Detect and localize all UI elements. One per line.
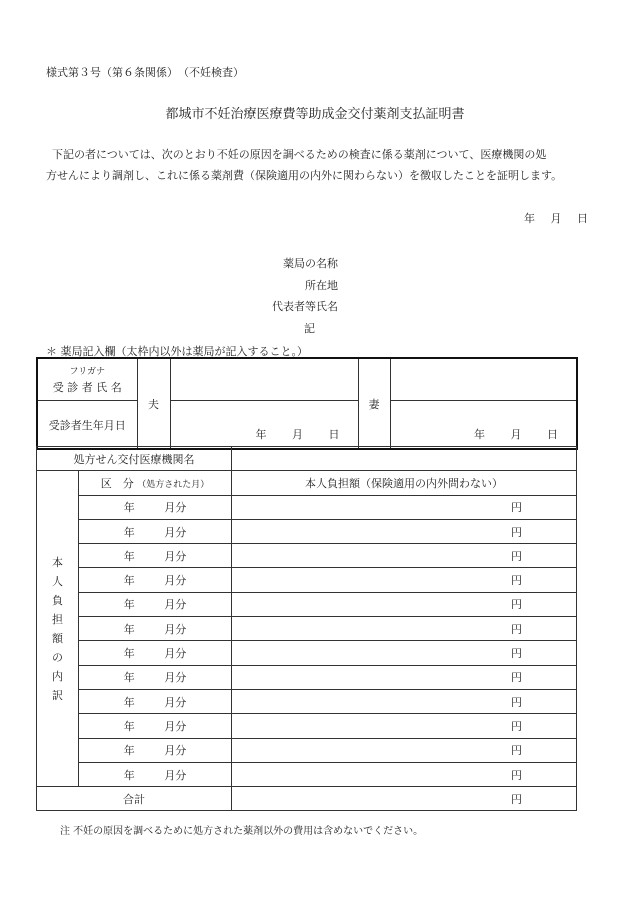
amount-cell[interactable]: 円 [232, 641, 577, 665]
table-row [37, 714, 577, 738]
month-cell[interactable]: 年 月分 [79, 544, 232, 568]
pharmacy-name-label: 薬局の名称 [283, 257, 338, 270]
month-cell[interactable]: 年 月分 [79, 738, 232, 762]
month-cell[interactable]: 年 月分 [79, 568, 232, 592]
month-cell[interactable]: 年 月分 [79, 714, 232, 738]
kubun-header [79, 471, 232, 495]
amount-cell[interactable]: 円 [232, 544, 577, 568]
breakdown-char: 人 [52, 574, 63, 588]
patient-dob-label: 受診者生年月日 [37, 401, 137, 450]
amount-cell[interactable]: 円 [232, 495, 577, 519]
husband-name-field[interactable] [170, 358, 358, 401]
amount-cell[interactable]: 円 [232, 592, 577, 616]
table-row [37, 592, 577, 616]
table-row [37, 689, 577, 713]
month-cell[interactable]: 年 月分 [79, 592, 232, 616]
breakdown-char: の [52, 650, 63, 664]
body-text-line-2: 方せんにより調剤し、これに係る薬剤費（保険適用の内外に関わらない）を徴収したことを証明します。 [46, 169, 563, 182]
kubun-sub-label: （処方された月） [137, 479, 210, 490]
footnote: 注 不妊の原因を調べるために処方された薬剤以外の費用は含めないでください。 [60, 826, 424, 837]
amount-cell[interactable]: 円 [232, 762, 577, 786]
page-title: 都城市不妊治療医療費等助成金交付薬剤支払証明書 [165, 107, 465, 122]
table-row [37, 641, 577, 665]
month-cell[interactable]: 年 月分 [79, 665, 232, 689]
amount-cell[interactable]: 円 [232, 738, 577, 762]
breakdown-char: 額 [52, 631, 63, 645]
table-row [37, 519, 577, 543]
amount-cell[interactable]: 円 [232, 714, 577, 738]
table-row [37, 568, 577, 592]
husband-label: 夫 [137, 358, 170, 449]
amount-header: 本人負担額（保険適用の内外問わない） [232, 471, 577, 495]
month-cell[interactable]: 年 月分 [79, 641, 232, 665]
institution-label: 処方せん交付医療機関名 [37, 447, 232, 471]
table-row [37, 738, 577, 762]
patient-name-label: 受 診 者 氏 名 [52, 381, 122, 394]
amount-cell[interactable]: 円 [232, 689, 577, 713]
amount-cell[interactable]: 円 [232, 665, 577, 689]
wife-name-field[interactable] [390, 358, 577, 401]
representative-label: 代表者等氏名 [272, 300, 338, 313]
wife-label: 妻 [358, 358, 390, 449]
amount-cell[interactable]: 円 [232, 568, 577, 592]
ki-heading: 記 [304, 322, 315, 335]
table-row [37, 762, 577, 786]
month-cell[interactable]: 年 月分 [79, 519, 232, 543]
month-cell[interactable]: 年 月分 [79, 762, 232, 786]
table-row [37, 617, 577, 641]
amount-cell[interactable]: 円 [232, 519, 577, 543]
patient-info-table [36, 357, 578, 450]
month-cell[interactable]: 年 月分 [79, 495, 232, 519]
breakdown-char: 内 [52, 669, 63, 683]
total-amount-cell[interactable]: 円 [232, 787, 577, 811]
husband-dob-field[interactable]: 年 月 日 [170, 401, 358, 450]
breakdown-char: 本 [52, 555, 63, 569]
body-text-line-1: 下記の者については、次のとおり不妊の原因を調べるための検査に係る薬剤について、医療機関の処 [52, 148, 547, 161]
amount-cell[interactable]: 円 [232, 617, 577, 641]
pharmacy-entry-note: ＊ 薬局記入欄（太枠内以外は薬局が記入すること。） [46, 345, 308, 358]
table-row [37, 665, 577, 689]
form-id: 様式第３号（第６条関係） （不妊検査） [46, 66, 244, 79]
institution-field[interactable] [232, 447, 577, 471]
table-row [37, 544, 577, 568]
breakdown-vertical-label [37, 471, 79, 787]
furigana-label: フリガナ [69, 367, 106, 377]
total-label: 合計 [37, 787, 232, 811]
certification-date: 年 月 日 [524, 212, 588, 225]
cost-breakdown-table [36, 446, 577, 811]
wife-dob-field[interactable]: 年 月 日 [390, 401, 577, 450]
month-cell[interactable]: 年 月分 [79, 617, 232, 641]
kubun-label: 区 分 [100, 476, 134, 490]
table-row [37, 495, 577, 519]
month-cell[interactable]: 年 月分 [79, 689, 232, 713]
patient-name-label-cell [37, 358, 137, 401]
breakdown-char: 訳 [52, 688, 63, 702]
breakdown-char: 担 [52, 612, 63, 626]
pharmacy-address-label: 所在地 [305, 279, 338, 292]
breakdown-char: 負 [52, 593, 63, 607]
